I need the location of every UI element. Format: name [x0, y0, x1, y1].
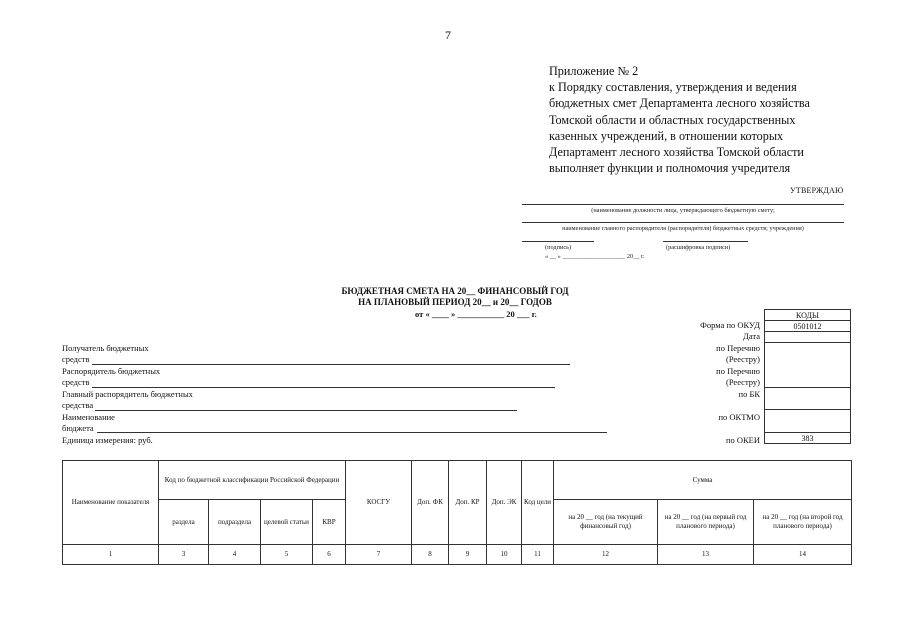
header-target-item: целевой статьи: [261, 500, 313, 545]
list2-label-2: (Реестру): [725, 377, 760, 387]
column-number: 14: [754, 545, 852, 565]
lists-code-cell: [765, 343, 851, 388]
approval-org-line: [522, 222, 844, 223]
appendix-line: Департамент лесного хозяйства Томской области: [549, 145, 804, 160]
oktmo-code-cell: [765, 410, 851, 433]
column-number: 6: [313, 545, 346, 565]
approval-decoding-caption: (расшифровка подписи): [666, 244, 731, 251]
document-title-line1: БЮДЖЕТНАЯ СМЕТА НА 20__ ФИНАНСОВЫЙ ГОД: [341, 286, 569, 296]
header-sum-second: на 20 __ год (на второй год планового периода): [754, 500, 852, 545]
okud-label: Форма по ОКУД: [700, 320, 760, 330]
chief-manager-field-line: [95, 410, 517, 411]
approval-signature-caption: (подпись): [545, 244, 572, 251]
column-number: 7: [346, 545, 412, 565]
column-number: 5: [261, 545, 313, 565]
appendix-line: к Порядку составления, утверждения и ведения: [549, 80, 797, 95]
approval-position-line: [522, 204, 844, 205]
list1-label: по Перечню: [716, 343, 760, 353]
recipient-label: Получатель бюджетных: [62, 343, 149, 353]
chief-manager-label: Главный распорядитель бюджетных: [62, 389, 193, 399]
codes-header: КОДЫ: [765, 310, 851, 321]
appendix-line: казенных учреждений, в отношении которых: [549, 128, 784, 143]
okud-code: 0501012: [765, 321, 851, 332]
approval-date: « __ » ____________________ 20__ г.: [545, 253, 645, 260]
header-subsection: подраздела: [209, 500, 261, 545]
oktmo-label: по ОКТМО: [718, 412, 760, 422]
header-budget-code: Код по бюджетной классификации Российской Федерации: [159, 461, 346, 500]
manager-label: Распорядитель бюджетных: [62, 366, 161, 376]
column-number: 10: [487, 545, 522, 565]
column-number: 1: [63, 545, 159, 565]
header-dop-fk: Доп. ФК: [412, 461, 449, 545]
header-kosgu: КОСГУ: [346, 461, 412, 545]
approval-decoding-line: [663, 241, 748, 242]
header-kvr: КВР: [313, 500, 346, 545]
header-goal-code: Код цели: [522, 461, 554, 545]
approval-position-caption: (наименование должности лица, утверждающего бюджетную смету;: [591, 207, 775, 214]
list1-label-2: (Реестру): [725, 354, 760, 364]
header-sum: Сумма: [554, 461, 852, 500]
okei-code: 383: [765, 433, 851, 444]
appendix-line: выполняет функции и полномочия учредителя: [549, 161, 791, 176]
budget-name-label-2: бюджета: [62, 423, 94, 433]
header-name: Наименование показателя: [63, 461, 159, 545]
approval-signature-line: [522, 241, 594, 242]
bk-code-cell: [765, 388, 851, 410]
column-number: 8: [412, 545, 449, 565]
appendix-line: Томской области и областных государственных: [549, 112, 796, 127]
bk-label: по БК: [738, 389, 760, 399]
budget-table: [62, 460, 852, 565]
date-code-cell: [765, 332, 851, 343]
header-dop-kr: Доп. КР: [449, 461, 487, 545]
recipient-label-2: средств: [62, 354, 90, 364]
header-sum-current: на 20 __ год (на текущий финансовый год): [554, 500, 658, 545]
column-number: 9: [449, 545, 487, 565]
column-number: 4: [209, 545, 261, 565]
column-number: 3: [159, 545, 209, 565]
document-date: от « ____ » ___________ 20 ___ г.: [415, 309, 537, 319]
recipient-field-line: [92, 364, 570, 365]
column-number: 11: [522, 545, 554, 565]
manager-field-line: [92, 387, 555, 388]
approval-org-caption: наименование главного распорядителя (распорядителя) бюджетных средств; учреждения): [562, 225, 804, 232]
document-title: [280, 286, 630, 307]
header-section: раздела: [159, 500, 209, 545]
appendix-line: бюджетных смет Департамента лесного хозяйства: [549, 96, 810, 111]
document-title-line2: НА ПЛАНОВЫЙ ПЕРИОД 20__ и 20__ ГОДОВ: [358, 296, 552, 307]
budget-name-field-line: [97, 432, 607, 433]
chief-manager-label-2: средства: [62, 400, 94, 410]
date-label: Дата: [743, 331, 760, 341]
approval-title: УТВЕРЖДАЮ: [790, 186, 844, 195]
list2-label: по Перечню: [716, 366, 760, 376]
budget-name-label: Наименование: [62, 412, 115, 422]
unit-label: Единица измерения: руб.: [62, 435, 153, 445]
codes-table: [764, 309, 851, 444]
okei-label: по ОКЕИ: [725, 435, 760, 445]
appendix-line: Приложение № 2: [549, 64, 639, 78]
header-sum-first: на 20 __ год (на первый год планового периода): [658, 500, 754, 545]
header-dop-ek: Доп. ЭК: [487, 461, 522, 545]
manager-label-2: средств: [62, 377, 90, 387]
column-number: 13: [658, 545, 754, 565]
column-number: 12: [554, 545, 658, 565]
appendix-block: [549, 63, 810, 176]
page-number: 7: [445, 28, 451, 42]
